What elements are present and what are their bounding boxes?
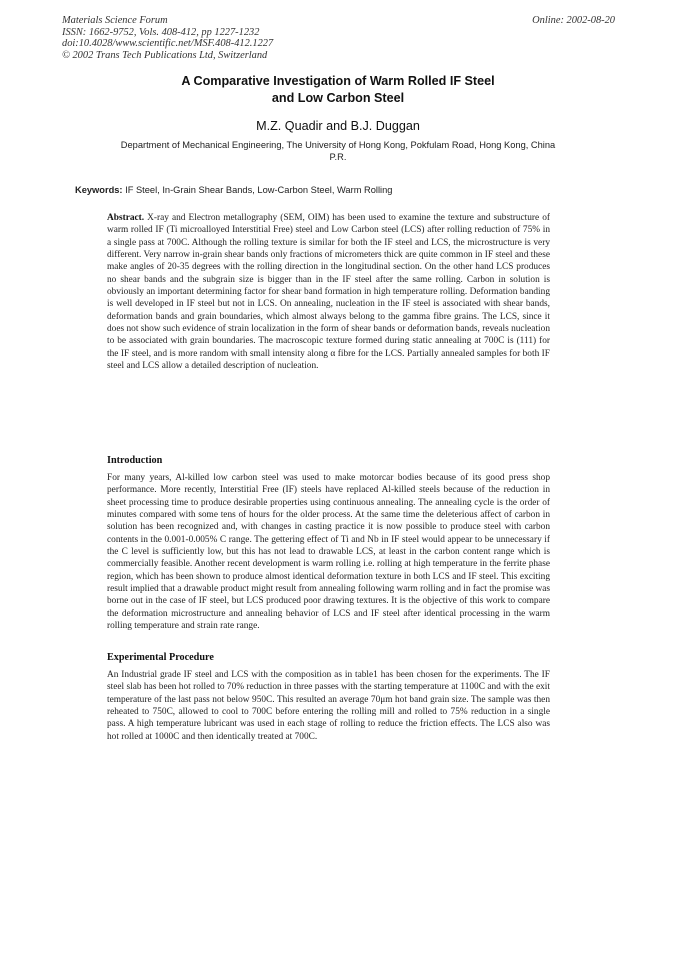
online-date: Online: 2002-08-20 (532, 15, 615, 26)
introduction-text: For many years, Al-killed low carbon steel was used to make motorcar bodies because of its good press shop performance. More recently, Interstitial Free (IF) steels have replaced Al-killed steels because of the reduction in sheet processing time to produce desirable properties using continuous annealing. The annealing cycle is the order of minutes compared with some tens of hours for the older process. At the same time the deleterious affect of carbon in solution has been recognized and, with changes in casting practice it is now possible to produce steel with carbon contents in the 0.001-0.005% C range. The gettering effect of Ti and Nb in IF steel would appear to be unnecessary if the C level is sufficiently low, but this has not lead to drawable LCS, at least in the carbon content range which is commercially feasible. Another recent development is warm rolling i.e. rolling at high temperature in the ferrite phase region, which has been shown to produce almost identical deformation texture in both LCS and IF steel. This exciting result implied that a drawable product might result from annealing following warm rolling and in fact the promise was borne out in the case of IF steel, but LCS produced poor drawing textures. It is the objective of this work to compare the deformation microstructure and annealing behavior of LCS and IF steel after identical processing in the warm rolling temperature and strain rate range. (107, 473, 550, 632)
title-line-1: A Comparative Investigation of Warm Rolled IF Steel (181, 74, 495, 88)
abstract-text: X-ray and Electron metallography (SEM, OIM) has been used to examine the texture and substructure of warm rolled IF (Ti microalloyed Interstitial Free) steel and Low Carbon steel (LCS) after rolling reduction of 75% in a single pass at 700C. Although the rolling texture is similar for both the IF steel and LCS, the microstructure is very different. Very narrow in-grain shear bands only fractions of micrometers thick are quite common in IF steel and these make angles of 20-35 degrees with the rolling direction in the longitudinal section. On the other hand LCS produces no shear bands and the subgrain size is bigger than in the IF steel after the same rolling. Carbon in solution is obviously an important determining factor for shear band formation in high temperature rolling. Deformation banding is well developed in IF steel but not in LCS. On annealing, nucleation in the IF steel is associated with shear bands, deformation bands and grain boundaries, which almost always belong to the gamma fibre grains. The LCS, since it does not show such evidence of strain localization in the form of shear bands or deformation bands, reveals nucleation to be associated with grain boundaries. The macroscopic texture formed during static annealing at 700C is (111) for the IF steel, and is more random with small intensity along α fibre for the LCS. Partially annealed samples for both IF steel and LCS allow a detailed description of nucleation. (107, 213, 550, 372)
authors: M.Z. Quadir and B.J. Duggan (256, 119, 420, 133)
abstract-label: Abstract. (107, 213, 145, 223)
experimental-heading: Experimental Procedure (107, 652, 214, 663)
experimental-text: An Industrial grade IF steel and LCS with the composition as in table1 has been chosen for the experiments. The IF steel slab has been hot rolled to 70% reduction in three passes with the starting temperature at 1100C and with the exit temperature of the last pass not below 950C. This resulted an average 70μm hot band grain size. The sample was then reheated to 750C, allowed to cool to 700C before entering the rolling mill and rolled to 75% reduction in a single pass. A high temperature lubricant was used in each stage of rolling to reduce the friction effects. The LCS also was hot rolled at 1000C and then identically treated at 700C. (107, 670, 550, 742)
abstract (107, 212, 550, 372)
paper-title (60, 73, 616, 107)
copyright-line: © 2002 Trans Tech Publications Ltd, Switzerland (62, 49, 268, 61)
journal-header (62, 15, 273, 61)
journal-name: Materials Science Forum (62, 15, 168, 26)
keywords-label: Keywords: (75, 185, 123, 195)
affiliation: Department of Mechanical Engineering, The University of Hong Kong, Pokfulam Road, Hong Kong, China P.R. (120, 140, 556, 162)
introduction-heading: Introduction (107, 455, 163, 466)
keywords (75, 185, 615, 195)
doi-link[interactable]: doi:10.4028/www.scientific.net/MSF.408-412.1227 (62, 38, 274, 50)
keywords-text: IF Steel, In-Grain Shear Bands, Low-Carbon Steel, Warm Rolling (125, 185, 393, 195)
issn-line: ISSN: 1662-9752, Vols. 408-412, pp 1227-1232 (62, 26, 260, 38)
title-line-2: and Low Carbon Steel (271, 91, 405, 105)
